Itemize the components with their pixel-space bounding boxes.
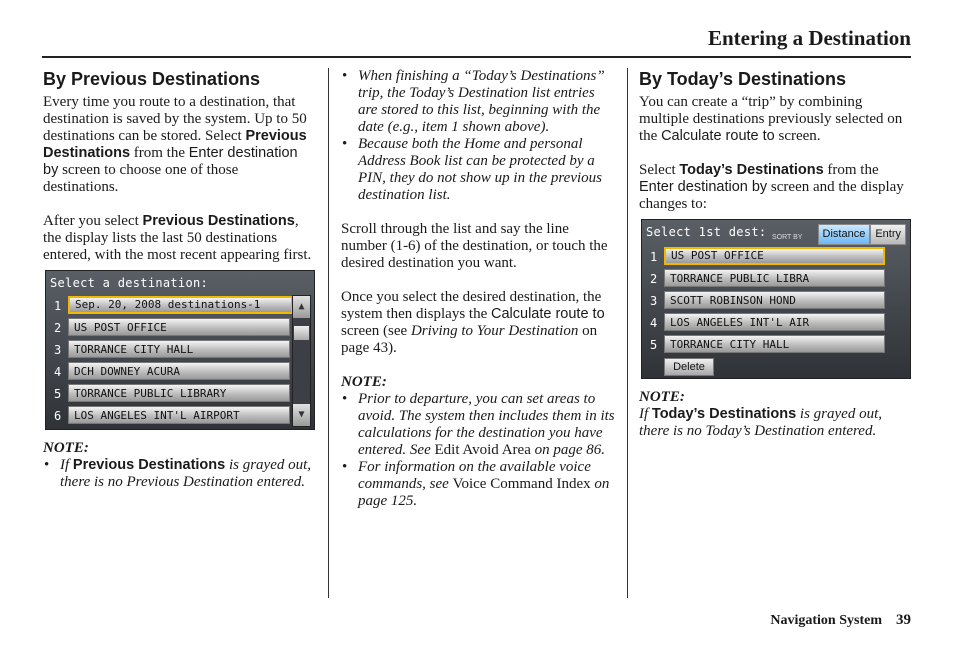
sort-by-label: SORT BY xyxy=(772,234,803,241)
column-divider xyxy=(627,68,628,598)
tab-entry[interactable]: Entry xyxy=(870,224,906,245)
page-footer xyxy=(770,612,911,629)
list-item: • Because both the Home and personal Address Book list can be protected by a PIN, they do not show up in the previous destination list. xyxy=(341,136,615,204)
note-list xyxy=(43,457,315,491)
screen-title: Select a destination: xyxy=(50,276,209,290)
scroll-paragraph: Scroll through the list and say the line number (1-6) of the destination, or touch the desired destination you want. xyxy=(341,221,608,271)
tab-distance[interactable]: Distance xyxy=(818,224,871,245)
note-label: NOTE: xyxy=(341,374,387,390)
scrollbar[interactable] xyxy=(292,295,311,427)
note-list xyxy=(341,391,615,510)
section-heading: By Today’s Destinations xyxy=(639,69,847,89)
intro-paragraph: Every time you route to a destination, that destination is saved by the system. Up to 50 destinations can be stored. Select Previous Destinations from the Enter destination by screen to choose one of those destinations. xyxy=(43,94,307,195)
note-item: • Prior to departure, you can set areas to avoid. The system then includes them in its calculations for the destination you have entered. See Edit Avoid Area on page 86. xyxy=(341,391,615,459)
column-middle xyxy=(341,68,615,510)
page-number: 39 xyxy=(896,612,911,628)
footer-label: Navigation System xyxy=(770,613,882,628)
note-label: NOTE: xyxy=(43,440,89,456)
select-paragraph: Select Today’s Destinations from the Enter destination by screen and the display changes to: xyxy=(639,162,904,212)
note-label: NOTE: xyxy=(639,389,685,405)
column-todays-destinations xyxy=(639,68,911,440)
list-item: • When finishing a “Today’s Destinations” trip, the Today’s Destination list entries are stored to this list, beginning with the date (e.g., item 1 shown above). xyxy=(341,68,615,136)
column-divider xyxy=(328,68,329,598)
screen-title: Select 1st dest: xyxy=(646,225,767,239)
select-paragraph: Once you select the desired destination, the system then displays the Calculate route to screen (see Driving to Your Destination on page 43). xyxy=(341,289,605,356)
after-select-paragraph: After you select Previous Destinations, the display lists the last 50 destinations entered, with the most recent appearing first. xyxy=(43,213,312,263)
delete-button[interactable]: Delete xyxy=(664,358,714,376)
scroll-up-icon[interactable]: ▲ xyxy=(293,296,310,318)
bullet-list xyxy=(341,68,615,204)
scroll-thumb[interactable] xyxy=(294,326,309,340)
todays-destinations-screen: Select 1st dest: SORT BY Distance Entry 1 US POST OFFICE 2 TORRANCE PUBLIC LIBRA 3 SCOTT ROBINSON HOND 4 LOS ANGELES INT'L AIR 5 TORRANCE CITY HALL Delete xyxy=(641,219,911,379)
note-item: • If Previous Destinations is grayed out, there is no Previous Destination entered. xyxy=(43,457,315,491)
section-heading: By Previous Destinations xyxy=(43,69,261,89)
previous-destinations-screen: Select a destination: 1 Sep. 20, 2008 destinations-1 2 US POST OFFICE 3 TORRANCE CITY HALL 4 DCH DOWNEY ACURA 5 TORRANCE PUBLIC LIBRARY 6 LOS ANGELES INT'L AIRPORT ▲ ▼ xyxy=(45,270,315,430)
header-rule xyxy=(42,56,911,58)
column-previous-destinations xyxy=(43,68,315,491)
intro-paragraph: You can create a “trip” by combining multiple destinations previously selected on the Calculate route to screen. xyxy=(639,94,903,144)
note-text: If Today’s Destinations is grayed out, there is no Today’s Destination entered. xyxy=(639,406,882,439)
sort-tabs xyxy=(818,224,906,245)
scroll-down-icon[interactable]: ▼ xyxy=(293,404,310,426)
note-item: • For information on the available voice commands, see Voice Command Index on page 125. xyxy=(341,459,615,510)
page-header-title: Entering a Destination xyxy=(707,26,911,50)
